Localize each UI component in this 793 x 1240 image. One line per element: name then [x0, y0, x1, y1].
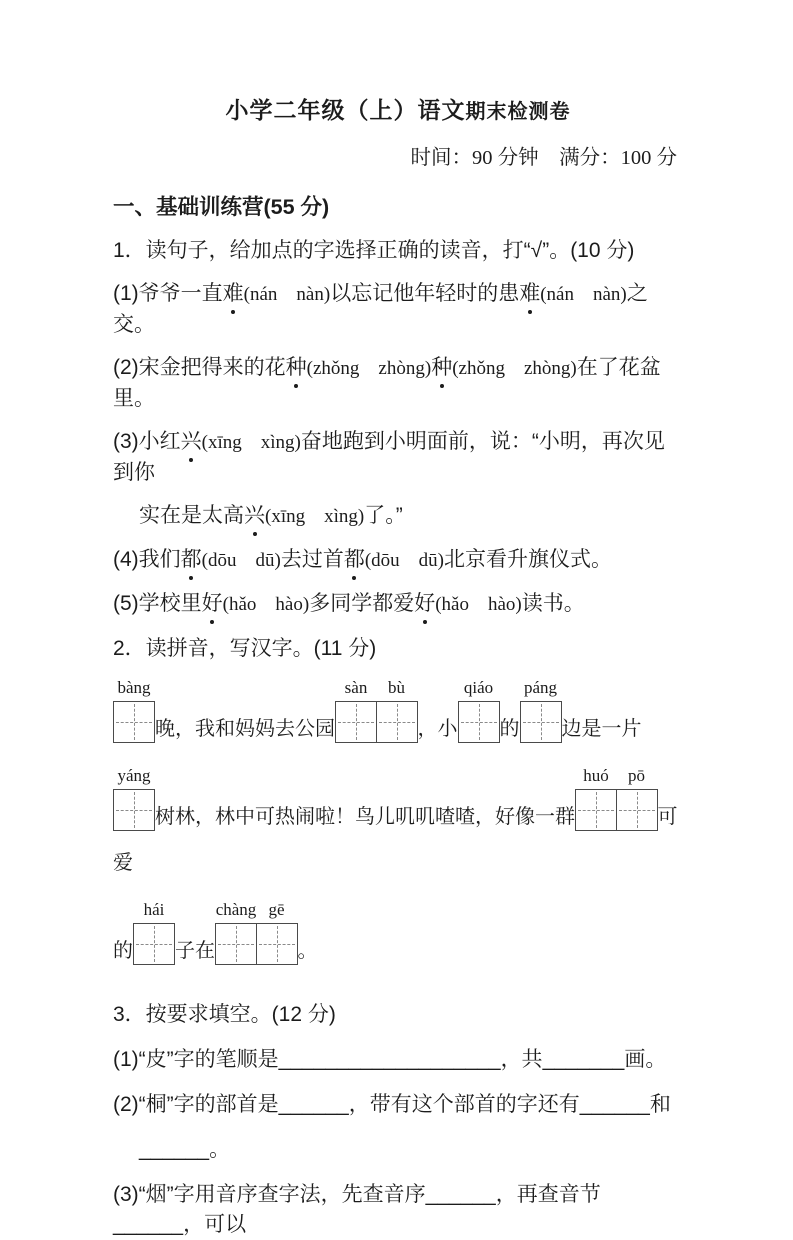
text-run: ______: [278, 1093, 349, 1116]
tian-grid-cell: [133, 900, 175, 965]
hanzi-writing-grid: [335, 678, 418, 743]
pinyin-choices: (dōu dū): [201, 550, 281, 571]
text-run: 画。: [624, 1048, 667, 1071]
pinyin-label: hái: [143, 900, 165, 919]
text-run: 以忘记他年轻时的患: [330, 282, 520, 305]
pinyin-label: bù: [388, 678, 405, 697]
question-line: [113, 545, 683, 576]
text-run: 实在是太高: [139, 504, 244, 527]
tian-grid-cell: [520, 678, 562, 743]
text-run: (3)小红: [113, 430, 181, 453]
pinyin-label: huó: [583, 766, 609, 785]
q1-prompt: 1．读句子，给加点的字选择正确的读音，打“√”。(10 分): [113, 239, 635, 262]
text-run: ，带有这个部首的字还有: [348, 1093, 580, 1116]
tian-grid-cell: [458, 678, 500, 743]
text-run: 。: [209, 1138, 231, 1161]
tian-grid-cell: [376, 678, 418, 743]
text-run: ，可以: [183, 1213, 247, 1236]
question-line: [113, 1045, 683, 1075]
emphasis-char: 种: [431, 353, 452, 383]
question-line: [113, 1180, 683, 1240]
emphasis-char: 难: [223, 279, 244, 309]
pinyin-choices: (hǎo hào): [435, 594, 522, 615]
question-line: [113, 427, 683, 488]
tian-grid-cell: [256, 900, 298, 965]
page-title: [113, 94, 683, 128]
pinyin-label: chàng: [215, 900, 257, 919]
q2-items: [113, 678, 683, 974]
pinyin-label: bàng: [117, 678, 151, 697]
emphasis-char: 兴: [181, 427, 202, 457]
text-run: 树林，林中可热闹啦！鸟儿叽叽喳喳，好像一群: [155, 806, 575, 828]
q3-items: [113, 1045, 683, 1240]
text-run: (3)“烟”字用音序查字法，先查音序: [113, 1183, 426, 1206]
text-run: 了。”: [364, 504, 403, 527]
text-run: 多同学都爱: [309, 592, 415, 615]
text-run: (4)我们: [113, 548, 181, 571]
emphasis-char: 好: [414, 589, 435, 619]
text-run: 边是一片: [561, 718, 642, 740]
text-run: 晚，我和妈妈去公园: [155, 718, 335, 740]
pinyin-label: yáng: [117, 766, 151, 785]
q3-prompt: 3．按要求填空。(12 分): [113, 1003, 336, 1026]
pinyin-choices: (xīng xìng): [201, 432, 301, 453]
title-main: 小学二年级（上）语文: [225, 97, 466, 123]
emphasis-char: 兴: [244, 501, 265, 531]
text-run: 去过首: [280, 548, 344, 571]
text-run: 。: [297, 940, 318, 962]
pinyin-choices: (xīng xìng): [265, 506, 365, 527]
emphasis-char: 好: [202, 589, 223, 619]
text-run: 在了花盆里。: [113, 356, 661, 410]
emphasis-char: 都: [344, 545, 365, 575]
pinyin-choices: (hǎo hào): [222, 594, 310, 615]
emphasis-char: 难: [519, 279, 540, 309]
pinyin-label: gē: [268, 900, 285, 919]
text-run: (2)宋金把得来的花: [113, 356, 286, 379]
tian-grid-cell: [616, 766, 658, 831]
question-line: [113, 1135, 683, 1165]
pinyin-choices: (nán nàn): [540, 284, 627, 305]
emphasis-char: 都: [181, 545, 202, 575]
pinyin-choices: (zhǒng zhòng): [452, 358, 577, 379]
question-line: [113, 766, 683, 886]
pinyin-label: qiáo: [463, 678, 494, 697]
text-run: (5)学校里: [113, 592, 202, 615]
tian-grid-cell: [575, 766, 617, 831]
question-line: [113, 900, 683, 974]
hanzi-writing-grid: [113, 766, 155, 831]
text-run: 可爱: [113, 806, 678, 874]
text-run: ，小: [417, 718, 458, 740]
hanzi-writing-grid: [458, 678, 500, 743]
hanzi-writing-grid: [133, 900, 175, 965]
question-line: [113, 678, 683, 752]
question-line: [113, 279, 683, 340]
pinyin-label: páng: [523, 678, 558, 697]
text-run: 子在: [175, 940, 215, 962]
exam-meta: 时间：90 分钟 满分：100 分: [410, 147, 677, 169]
tian-grid-cell: [335, 678, 377, 743]
tian-grid-cell: [215, 900, 257, 965]
text-run: 的: [113, 940, 133, 962]
hanzi-writing-grid: [113, 678, 155, 743]
pinyin-choices: (dōu dū): [364, 550, 444, 571]
text-run: _______: [542, 1048, 625, 1071]
tian-grid-cell: [113, 678, 155, 743]
text-run: 读书。: [521, 592, 585, 615]
text-run: ___________________: [278, 1048, 501, 1071]
title-suffix: 期末检测卷: [465, 101, 571, 123]
pinyin-choices: (nán nàn): [243, 284, 331, 305]
text-run: ，再查音节: [495, 1183, 601, 1206]
text-run: 奋地跑到小明面前，说：“小明，再次见到你: [113, 430, 665, 484]
text-run: 的: [499, 718, 520, 740]
section-1-heading: 一、基础训练营(55 分): [113, 195, 330, 219]
emphasis-char: 种: [286, 353, 307, 383]
question-line: [113, 353, 683, 414]
pinyin-choices: (zhǒng zhòng): [306, 358, 432, 379]
q2-prompt: 2．读拼音，写汉字。(11 分): [113, 637, 377, 660]
text-run: 北京看升旗仪式。: [443, 548, 612, 571]
pinyin-label: sàn: [344, 678, 368, 697]
text-run: ，共: [500, 1048, 543, 1071]
text-run: 和: [649, 1093, 671, 1116]
pinyin-label: pō: [628, 766, 645, 785]
hanzi-writing-grid: [215, 900, 298, 965]
hanzi-writing-grid: [575, 766, 658, 831]
text-run: (1)“皮”字的笔顺是: [113, 1048, 279, 1071]
tian-grid-cell: [113, 766, 155, 831]
text-run: ______: [139, 1138, 210, 1161]
question-line: [113, 501, 683, 532]
hanzi-writing-grid: [520, 678, 562, 743]
q1-items: [113, 279, 683, 620]
text-run: (1)爷爷一直: [113, 282, 223, 305]
text-run: ______: [579, 1093, 650, 1116]
question-line: [113, 589, 683, 620]
text-run: (2)“桐”字的部首是: [113, 1093, 279, 1116]
text-run: 之交。: [113, 282, 648, 336]
question-line: [113, 1090, 683, 1120]
text-run: ______: [425, 1183, 496, 1206]
text-run: ______: [113, 1213, 184, 1236]
